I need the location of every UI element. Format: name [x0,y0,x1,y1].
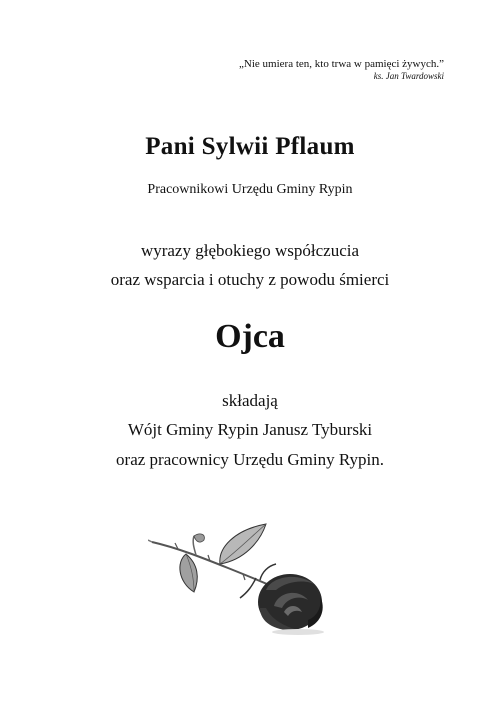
epigraph [239,58,444,81]
epigraph-text: „Nie umiera ten, kto trwa w pamięci żywych.” [239,58,444,70]
condolence-line-1: wyrazy głębokiego współczucia [140,241,360,260]
signature-line-2: oraz pracownicy Urzędu Gminy Rypin. [116,450,384,469]
signature-line-1: Wójt Gminy Rypin Janusz Tyburski [127,420,373,439]
deceased-relation: Ojca [215,318,285,355]
recipient-name: Pani Sylwii Pflaum [145,133,355,160]
condolence-line-2: oraz wsparcia i otuchy z powodu śmierci [110,270,390,289]
rose-icon [148,520,328,640]
recipient-role: Pracownikowi Urzędu Gminy Rypin [147,182,353,197]
signature-intro: składają [222,391,278,410]
epigraph-author: ks. Jan Twardowski [373,70,444,81]
